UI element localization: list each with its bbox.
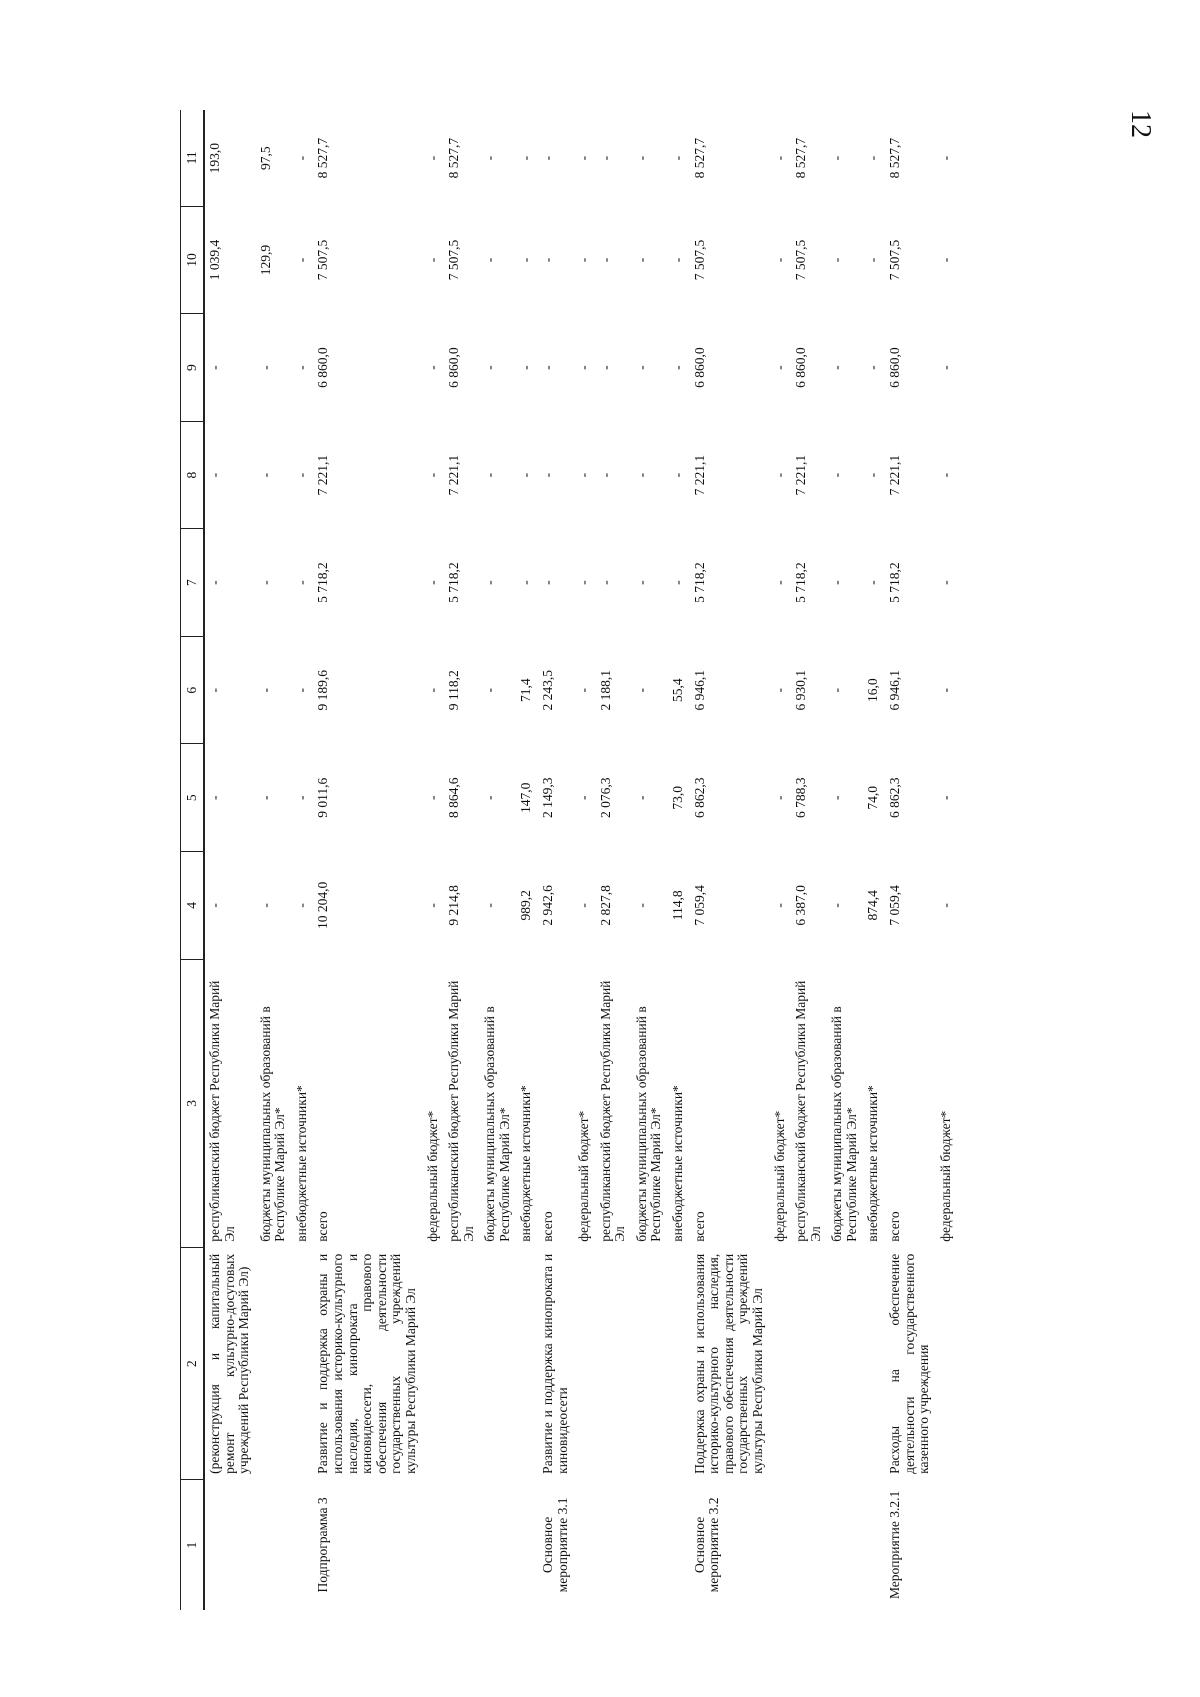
value-cell: - xyxy=(937,903,953,908)
value-cell: - xyxy=(424,365,440,370)
row-code-cell xyxy=(936,1480,958,1610)
value-cell: - xyxy=(670,257,686,263)
value-cell: - xyxy=(865,472,881,478)
row-code-cell xyxy=(791,1480,827,1610)
value-cell: - xyxy=(576,580,592,585)
column-header: 8 xyxy=(181,421,205,529)
value-cell: - xyxy=(424,687,440,693)
row-title-cell xyxy=(480,1248,516,1480)
value-cell: - xyxy=(207,365,222,370)
row-code-cell: Основное мероприятие 3.2 xyxy=(691,1497,722,1593)
funding-source-cell: федеральный бюджет* xyxy=(937,1110,953,1242)
value-cell: 5 718,2 xyxy=(793,562,809,603)
funding-source-cell: федеральный бюджет* xyxy=(424,1110,440,1242)
value-cell: 6 860,0 xyxy=(886,347,902,388)
row-code-cell xyxy=(444,1480,480,1610)
row-code-cell xyxy=(292,1480,314,1610)
value-cell: - xyxy=(257,580,273,585)
row-code-cell xyxy=(863,1480,885,1610)
value-cell: 6 946,1 xyxy=(691,669,707,711)
value-cell: - xyxy=(576,155,592,161)
row-title-cell xyxy=(292,1248,314,1480)
row-code-cell xyxy=(632,1480,668,1610)
value-cell: - xyxy=(482,580,498,585)
value-cell: 5 718,2 xyxy=(315,562,331,603)
funding-source-cell: бюджеты муниципальных образований в Республике Марий Эл* xyxy=(633,1006,664,1242)
value-cell: - xyxy=(633,580,649,585)
funding-source-cell: внебюджетные источники* xyxy=(865,1085,881,1242)
value-cell: 9 118,2 xyxy=(446,670,462,711)
value-cell: 7 507,5 xyxy=(793,239,809,281)
row-title-cell xyxy=(256,1248,292,1480)
value-cell: - xyxy=(771,155,787,161)
table-row xyxy=(516,110,538,1610)
value-cell: - xyxy=(207,903,222,908)
value-cell: 6 788,3 xyxy=(793,777,809,819)
table-row xyxy=(423,110,445,1610)
value-cell: - xyxy=(207,687,222,693)
value-cell: 8 527,7 xyxy=(793,137,809,179)
value-cell: 8 527,7 xyxy=(691,137,707,179)
value-cell: - xyxy=(482,903,498,908)
value-cell: - xyxy=(771,903,787,908)
value-cell: 193,0 xyxy=(207,142,222,174)
value-cell: - xyxy=(207,472,222,478)
funding-source-cell: внебюджетные источники* xyxy=(670,1085,686,1242)
funding-source-cell: всего xyxy=(691,1211,707,1242)
value-cell: 2 188,1 xyxy=(597,669,613,711)
row-title-cell xyxy=(791,1248,827,1480)
row-title-cell xyxy=(632,1248,668,1480)
value-cell: 7 221,1 xyxy=(793,454,809,496)
value-cell: - xyxy=(207,580,222,585)
value-cell: 1 039,4 xyxy=(207,239,222,281)
value-cell: - xyxy=(518,580,534,585)
row-title-cell: Расходы на обеспечение деятельности государственного казенного учреждения xyxy=(886,1253,932,1474)
table-row xyxy=(538,110,574,1610)
value-cell: - xyxy=(424,472,440,478)
value-cell: 6 862,3 xyxy=(691,777,707,819)
funding-source-cell: всего xyxy=(886,1211,902,1242)
row-code-cell xyxy=(480,1480,516,1610)
value-cell: - xyxy=(293,155,309,161)
value-cell: - xyxy=(633,257,649,263)
value-cell: 9 011,6 xyxy=(315,777,331,818)
value-cell: - xyxy=(829,257,845,263)
value-cell: - xyxy=(771,687,787,693)
value-cell: 73,0 xyxy=(670,785,686,810)
value-cell: - xyxy=(937,687,953,693)
value-cell: 2 149,3 xyxy=(539,777,555,819)
value-cell: - xyxy=(829,687,845,693)
value-cell: - xyxy=(293,903,309,908)
value-cell: 16,0 xyxy=(865,678,881,703)
table-body xyxy=(204,110,957,1610)
row-title-cell xyxy=(516,1248,538,1480)
value-cell: - xyxy=(937,472,953,478)
value-cell: - xyxy=(576,795,592,801)
funding-source-cell: всего xyxy=(539,1211,555,1242)
value-cell: 6 860,0 xyxy=(315,347,331,388)
value-cell: 6 387,0 xyxy=(793,885,809,926)
value-cell: 7 221,1 xyxy=(691,454,707,496)
row-code-cell: Основное мероприятие 3.1 xyxy=(539,1497,570,1593)
value-cell: 71,4 xyxy=(518,678,534,703)
value-cell: 6 860,0 xyxy=(446,347,462,388)
value-cell: 7 221,1 xyxy=(315,454,331,496)
value-cell: - xyxy=(424,257,440,263)
row-code-cell xyxy=(668,1480,690,1610)
value-cell: - xyxy=(771,580,787,585)
value-cell: - xyxy=(257,903,273,908)
value-cell: - xyxy=(597,365,613,370)
row-code-cell xyxy=(423,1480,445,1610)
column-header: 1 xyxy=(181,1480,205,1610)
row-code-cell xyxy=(516,1480,538,1610)
value-cell: - xyxy=(597,580,613,585)
value-cell: - xyxy=(482,155,498,161)
value-cell: 2 942,6 xyxy=(539,885,555,926)
value-cell: 7 507,5 xyxy=(691,239,707,281)
funding-source-cell: внебюджетные источники* xyxy=(518,1085,534,1242)
value-cell: - xyxy=(518,472,534,478)
row-title-cell xyxy=(827,1248,863,1480)
table-row xyxy=(632,110,668,1610)
funding-source-cell: внебюджетные источники* xyxy=(293,1085,309,1242)
value-cell: - xyxy=(865,155,881,161)
value-cell: - xyxy=(670,472,686,478)
row-title-cell: Развитие и поддержка охраны и использования историко-культурного наследия, кинопроката и киновидеосети, правового обеспечения деятельности государственных учреждений культуры Республики Марий Эл xyxy=(315,1253,418,1474)
value-cell: - xyxy=(771,795,787,801)
value-cell: - xyxy=(865,580,881,585)
value-cell: - xyxy=(518,365,534,370)
value-cell: 6 860,0 xyxy=(793,347,809,388)
value-cell: - xyxy=(576,472,592,478)
value-cell: - xyxy=(633,795,649,801)
value-cell: 7 221,1 xyxy=(886,454,902,496)
value-cell: - xyxy=(937,365,953,370)
value-cell: - xyxy=(937,257,953,263)
value-cell: 6 946,1 xyxy=(886,669,902,711)
value-cell: - xyxy=(482,687,498,693)
table-row xyxy=(791,110,827,1610)
column-header: 2 xyxy=(181,1248,205,1480)
value-cell: - xyxy=(576,365,592,370)
value-cell: - xyxy=(576,687,592,693)
value-cell: 7 507,5 xyxy=(315,239,331,281)
value-cell: - xyxy=(829,155,845,161)
value-cell: - xyxy=(257,795,273,801)
row-title-cell: Поддержка охраны и использования историко-культурного наследия, правового обеспечения деятельности государственных учреждений культуры Республики Марий Эл xyxy=(691,1253,765,1474)
value-cell: - xyxy=(257,687,273,693)
table-row xyxy=(596,110,632,1610)
value-cell: - xyxy=(293,795,309,801)
value-cell: 129,9 xyxy=(257,244,273,276)
value-cell: 8 527,7 xyxy=(446,137,462,179)
row-code-cell: Подпрограмма 3 xyxy=(315,1497,331,1593)
page-number: 12 xyxy=(1125,110,1156,138)
value-cell: 7 507,5 xyxy=(446,239,462,281)
value-cell: - xyxy=(937,580,953,585)
value-cell: - xyxy=(829,365,845,370)
value-cell: 5 718,2 xyxy=(691,562,707,603)
value-cell: 9 189,6 xyxy=(315,669,331,711)
value-cell: 6 930,1 xyxy=(793,669,809,711)
funding-source-cell: всего xyxy=(315,1211,331,1242)
value-cell: 97,5 xyxy=(257,146,273,170)
value-cell: 10 204,0 xyxy=(315,881,331,929)
value-cell: - xyxy=(207,795,222,801)
value-cell: - xyxy=(670,155,686,161)
value-cell: - xyxy=(539,155,555,161)
value-cell: - xyxy=(293,687,309,693)
value-cell: - xyxy=(539,365,555,370)
value-cell: - xyxy=(518,257,534,263)
value-cell: - xyxy=(829,903,845,908)
value-cell: 6 860,0 xyxy=(691,347,707,388)
value-cell: - xyxy=(865,257,881,263)
value-cell: 2 243,5 xyxy=(539,669,555,711)
row-code-cell xyxy=(256,1480,292,1610)
value-cell: - xyxy=(293,472,309,478)
table-row xyxy=(668,110,690,1610)
table-row xyxy=(690,110,770,1610)
row-code-cell xyxy=(574,1480,596,1610)
funding-source-cell: бюджеты муниципальных образований в Республике Марий Эл* xyxy=(482,1006,512,1242)
value-cell: 5 718,2 xyxy=(886,562,902,603)
column-header: 5 xyxy=(181,744,205,852)
row-title-cell xyxy=(668,1248,690,1480)
value-cell: - xyxy=(937,795,953,801)
value-cell: - xyxy=(829,472,845,478)
value-cell: - xyxy=(670,580,686,585)
funding-source-cell: бюджеты муниципальных образований в Республике Марий Эл* xyxy=(257,1006,288,1242)
value-cell: - xyxy=(518,155,534,161)
row-code-cell: Мероприятие 3.2.1 xyxy=(886,1490,902,1600)
value-cell: - xyxy=(597,155,613,161)
value-cell: - xyxy=(771,365,787,370)
table-row xyxy=(770,110,792,1610)
rotated-page-content xyxy=(180,110,1030,1610)
table-row xyxy=(574,110,596,1610)
value-cell: - xyxy=(424,580,440,585)
row-code-cell xyxy=(827,1480,863,1610)
value-cell: 9 214,8 xyxy=(446,885,462,926)
row-title-cell xyxy=(596,1248,632,1480)
value-cell: - xyxy=(424,155,440,161)
funding-source-cell: республиканский бюджет Республики Марий Эл xyxy=(207,980,237,1242)
column-header: 7 xyxy=(181,529,205,637)
value-cell: 55,4 xyxy=(670,678,686,703)
funding-source-cell: республиканский бюджет Республики Марий Эл xyxy=(597,980,628,1242)
value-cell: - xyxy=(597,472,613,478)
table-row xyxy=(204,110,256,1610)
value-cell: - xyxy=(670,365,686,370)
column-header: 6 xyxy=(181,636,205,744)
value-cell: - xyxy=(482,365,498,370)
value-cell: - xyxy=(829,795,845,801)
value-cell: 6 862,3 xyxy=(886,777,902,819)
value-cell: - xyxy=(633,365,649,370)
funding-source-cell: федеральный бюджет* xyxy=(576,1110,592,1242)
value-cell: 989,2 xyxy=(518,890,534,921)
row-title-cell xyxy=(423,1248,445,1480)
value-cell: 2 827,8 xyxy=(597,885,613,926)
row-title-cell: (реконструкция и капитальный ремонт культурно-досуговых учреждений Республики Марий Эл) xyxy=(207,1253,252,1474)
value-cell: - xyxy=(771,472,787,478)
value-cell: - xyxy=(576,257,592,263)
value-cell: - xyxy=(576,903,592,908)
value-cell: - xyxy=(597,257,613,263)
value-cell: 7 221,1 xyxy=(446,454,462,496)
funding-source-cell: федеральный бюджет* xyxy=(771,1110,787,1242)
value-cell: 114,8 xyxy=(670,890,686,921)
value-cell: 8 527,7 xyxy=(886,137,902,179)
value-cell: 5 718,2 xyxy=(446,562,462,603)
value-cell: 874,4 xyxy=(865,890,881,921)
row-code-cell xyxy=(770,1480,792,1610)
value-cell: - xyxy=(829,580,845,585)
value-cell: - xyxy=(482,472,498,478)
value-cell: - xyxy=(539,580,555,585)
value-cell: 147,0 xyxy=(518,782,534,813)
table-row xyxy=(444,110,480,1610)
value-cell: - xyxy=(257,365,273,370)
funding-source-cell: республиканский бюджет Республики Марий Эл xyxy=(446,980,476,1242)
value-cell: - xyxy=(424,903,440,908)
table-row xyxy=(936,110,958,1610)
row-title-cell xyxy=(444,1248,480,1480)
value-cell: 2 076,3 xyxy=(597,777,613,819)
value-cell: - xyxy=(633,687,649,693)
value-cell: 8 527,7 xyxy=(315,137,331,179)
value-cell: - xyxy=(865,365,881,370)
value-cell: - xyxy=(539,257,555,263)
value-cell: 7 059,4 xyxy=(886,885,902,926)
row-title-cell: Развитие и поддержка кинопроката и киновидеосети xyxy=(539,1253,570,1474)
value-cell: 7 507,5 xyxy=(886,239,902,281)
value-cell: - xyxy=(539,472,555,478)
value-cell: 74,0 xyxy=(865,785,881,810)
column-header: 3 xyxy=(181,959,205,1248)
row-title-cell xyxy=(574,1248,596,1480)
budget-table xyxy=(180,110,957,1610)
value-cell: - xyxy=(293,365,309,370)
value-cell: - xyxy=(293,257,309,263)
table-row xyxy=(313,110,422,1610)
value-cell: - xyxy=(937,155,953,161)
value-cell: - xyxy=(633,155,649,161)
table-row xyxy=(863,110,885,1610)
column-header: 11 xyxy=(181,110,205,206)
value-cell: - xyxy=(633,472,649,478)
header-row xyxy=(181,110,205,1610)
row-title-cell xyxy=(770,1248,792,1480)
table-row xyxy=(256,110,292,1610)
table-row xyxy=(827,110,863,1610)
value-cell: - xyxy=(424,795,440,801)
value-cell: - xyxy=(257,472,273,478)
funding-source-cell: республиканский бюджет Республики Марий Эл xyxy=(793,980,823,1242)
table-row xyxy=(292,110,314,1610)
row-code-cell xyxy=(596,1480,632,1610)
row-title-cell xyxy=(936,1248,958,1480)
value-cell: - xyxy=(633,903,649,908)
row-code-cell xyxy=(204,1480,256,1610)
table-row xyxy=(480,110,516,1610)
column-header: 9 xyxy=(181,314,205,422)
funding-source-cell: бюджеты муниципальных образований в Республике Марий Эл* xyxy=(829,1006,859,1242)
value-cell: - xyxy=(293,580,309,585)
column-header: 4 xyxy=(181,852,205,960)
value-cell: - xyxy=(771,257,787,263)
row-title-cell xyxy=(863,1248,885,1480)
column-header: 10 xyxy=(181,206,205,314)
value-cell: 8 864,6 xyxy=(446,777,462,819)
table-row xyxy=(885,110,936,1610)
value-cell: 7 059,4 xyxy=(691,885,707,926)
value-cell: - xyxy=(482,257,498,263)
value-cell: - xyxy=(482,795,498,801)
